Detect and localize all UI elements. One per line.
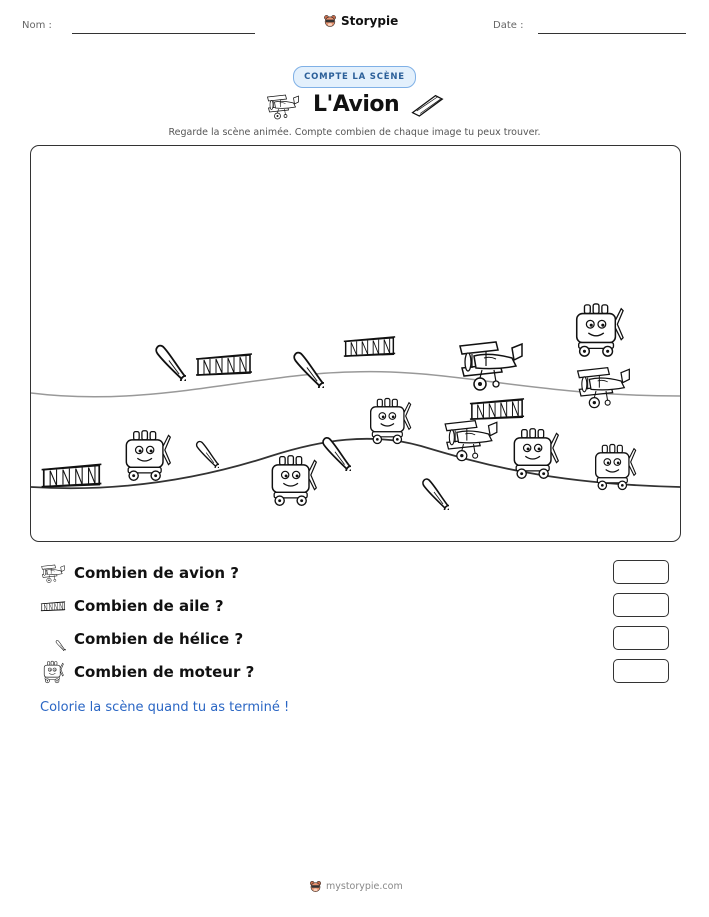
page-title: L'Avion [313,92,400,117]
engine-6 [596,445,636,490]
wing-3 [470,399,524,419]
propeller-5 [423,479,475,541]
engine-3 [126,431,170,481]
wing-2 [344,337,395,356]
bear-icon [309,880,322,893]
wing-icon [40,598,66,614]
date-field[interactable] [538,33,686,34]
name-field[interactable] [72,33,255,34]
propeller-1 [156,346,216,417]
scene-badge [293,66,416,88]
date-label: Date : [493,20,524,31]
name-label: Nom : [22,20,52,31]
scene-badge-label: COMPTE LA SCÈNE [304,72,405,82]
color-instruction: Colorie la scène quand tu as terminé ! [40,700,290,715]
engine-4 [272,456,316,506]
propeller-3 [197,442,242,495]
footer [309,880,403,893]
airplane-1 [460,342,522,390]
question-row-propeller [40,627,243,651]
answer-box-wing[interactable] [613,593,669,617]
propeller-2 [294,353,354,424]
instructions: Regarde la scène animée. Compte combien de chaque image tu peux trouver. [168,127,541,138]
answer-box-engine[interactable] [613,659,669,683]
propeller-icon [40,627,66,651]
question-row-airplane [40,561,239,585]
question-row-wing [40,594,224,618]
question-row-engine [40,660,254,684]
answer-box-airplane[interactable] [613,560,669,584]
scene-frame [30,145,681,542]
question-text: Combien de avion ? [74,564,239,582]
question-text: Combien de moteur ? [74,663,255,681]
question-text: Combien de aile ? [74,597,224,615]
engine-5 [514,429,558,479]
engine-2 [371,399,411,444]
airplane-icon [265,91,301,121]
answer-box-propeller[interactable] [613,626,669,650]
airplane-icon [40,562,66,584]
airplane-2 [578,368,630,408]
plank-icon [410,92,444,118]
propeller-4 [323,438,379,504]
wing-1 [196,354,252,375]
engine-icon [40,660,66,684]
engine-1 [577,304,623,356]
question-text: Combien de hélice ? [74,630,244,648]
bear-icon [323,14,337,28]
brand-logo [323,14,398,28]
scene-illustration [31,146,680,541]
wing-4 [42,464,102,486]
brand-name: Storypie [341,14,399,28]
footer-url[interactable]: mystorypie.com [326,881,403,892]
